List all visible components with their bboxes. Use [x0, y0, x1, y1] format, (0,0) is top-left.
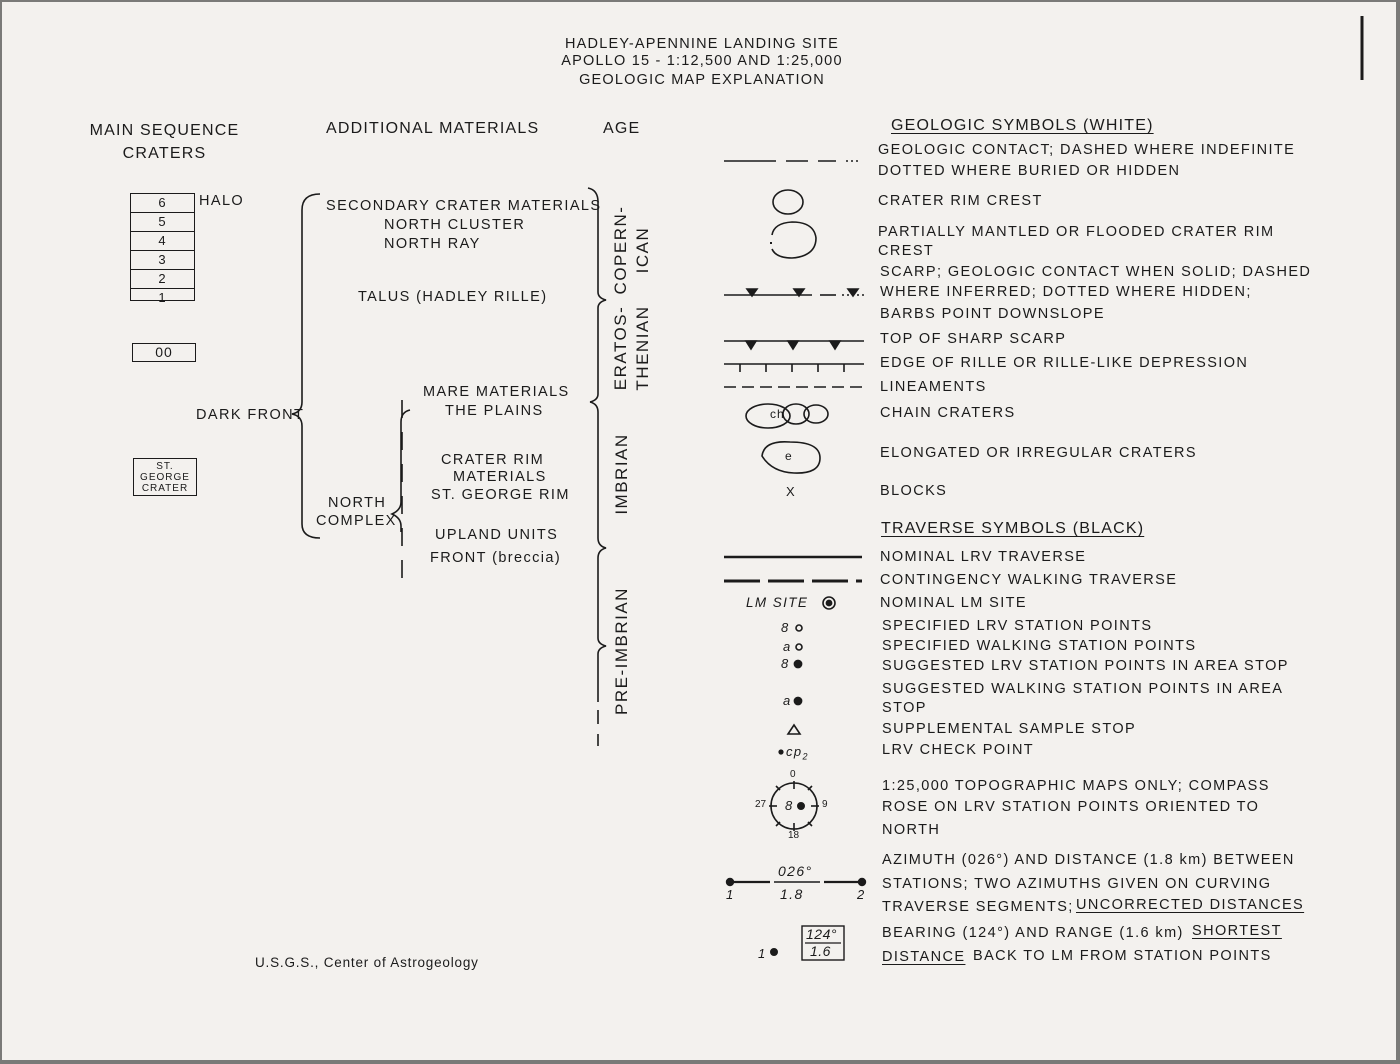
compass-bottom: 18: [788, 830, 800, 841]
azimuth-line-symbol: [727, 879, 866, 886]
crater-00-box: 00: [132, 343, 196, 362]
azimuth-line-2: STATIONS; TWO AZIMUTHS GIVEN ON CURVING: [882, 876, 1272, 892]
compass-right: 9: [822, 799, 828, 810]
dark-front-brace: [292, 194, 320, 538]
st-george-crater-box: [133, 458, 197, 496]
lrv-station-circle: [796, 625, 802, 631]
mare-materials: MARE MATERIALS: [423, 384, 570, 400]
compass-line-2: ROSE ON LRV STATION POINTS ORIENTED TO: [882, 799, 1260, 815]
eratosthenian-brace: [590, 308, 598, 402]
title-line-2: APOLLO 15 - 1:12,500 AND 1:25,000: [561, 53, 843, 69]
lrv-suggested-dot: [794, 660, 801, 667]
age-eratosthenian-line-2: THENIAN: [633, 305, 652, 391]
blocks-symbol: X: [786, 484, 796, 499]
sequence-cell-3: 3: [131, 251, 194, 270]
suggested-walking-line-2: STOP: [882, 700, 927, 716]
title-line-1: HADLEY-APENNINE LANDING SITE: [565, 36, 839, 52]
azimuth-line-1: AZIMUTH (026°) AND DISTANCE (1.8 km) BETWEEN: [882, 852, 1295, 868]
age-eratosthenian: [610, 288, 654, 408]
st-george-line-3: CRATER: [141, 483, 189, 494]
crater-rim-materials: MATERIALS: [453, 469, 547, 485]
north-cluster: NORTH CLUSTER: [384, 217, 526, 233]
lm-site-symbol: [823, 597, 835, 609]
scarp-line-3: BARBS POINT DOWNSLOPE: [880, 306, 1105, 322]
supplemental-sample-stop: SUPPLEMENTAL SAMPLE STOP: [882, 721, 1137, 737]
the-plains: THE PLAINS: [445, 403, 544, 419]
elongated-craters: ELONGATED OR IRREGULAR CRATERS: [880, 445, 1198, 461]
geologic-symbols-heading: GEOLOGIC SYMBOLS (WHITE): [891, 117, 1154, 134]
specified-lrv-points: SPECIFIED LRV STATION POINTS: [882, 618, 1153, 634]
checkpoint-text: cp: [786, 744, 803, 759]
lm-site-label: LM SITE: [746, 595, 809, 610]
bearing-line-2a: DISTANCE: [882, 949, 966, 965]
upland-units: UPLAND UNITS: [435, 527, 559, 543]
lrv-station-label: 8: [781, 620, 790, 635]
lrv-traverse: NOMINAL LRV TRAVERSE: [880, 549, 1087, 565]
sequence-cell-6: 6: [131, 194, 194, 213]
azimuth-distance: 1.8: [780, 886, 804, 902]
walking-traverse: CONTINGENCY WALKING TRAVERSE: [880, 572, 1178, 588]
chain-craters: CHAIN CRATERS: [880, 405, 1016, 421]
compass-left: 27: [755, 799, 767, 810]
lineaments: LINEAMENTS: [880, 379, 987, 395]
sequence-cell-4: 4: [131, 232, 194, 251]
st-george-line-1: ST.: [156, 461, 174, 472]
age-imbrian: IMBRIAN: [612, 433, 631, 515]
blocks: BLOCKS: [880, 483, 948, 499]
azimuth-line-3b: UNCORRECTED DISTANCES: [1076, 897, 1305, 913]
rille-edge-symbol: [724, 364, 864, 372]
compass-rose-symbol: [769, 781, 819, 831]
lrv-check-point: LRV CHECK POINT: [882, 742, 1035, 758]
compass-top: 0: [790, 769, 796, 780]
specified-walking-points: SPECIFIED WALKING STATION POINTS: [882, 638, 1197, 654]
mantled-line-2: CREST: [878, 243, 935, 259]
elongated-label: e: [785, 449, 793, 463]
secondary-crater-materials: SECONDARY CRATER MATERIALS: [326, 198, 602, 214]
traverse-symbols-heading: TRAVERSE SYMBOLS (BLACK): [881, 520, 1145, 537]
sharp-scarp-symbol: [724, 341, 864, 349]
crater-rim-crest: CRATER RIM CREST: [878, 193, 1043, 209]
bearing-line-1a: BEARING (124°) AND RANGE (1.6 km): [882, 925, 1184, 941]
age-copernican-line-2: ICAN: [633, 226, 652, 274]
bearing-range: 1.6: [810, 943, 831, 959]
azimuth-line-3a: TRAVERSE SEGMENTS;: [882, 899, 1074, 915]
azimuth-to: 2: [857, 887, 866, 902]
scarp-symbol: [724, 289, 864, 296]
crater-rim: CRATER RIM: [441, 452, 545, 468]
nominal-lm-site: NOMINAL LM SITE: [880, 595, 1027, 611]
crater-rim-crest-symbol: [773, 190, 803, 214]
walk-suggested-label: a: [783, 693, 792, 708]
north-label: NORTH: [328, 495, 387, 511]
checkpoint-dot: [779, 750, 783, 754]
walk-suggested-dot: [794, 697, 801, 704]
header-additional-materials: ADDITIONAL MATERIALS: [326, 120, 540, 137]
map-explanation-sheet: [2, 2, 1396, 1060]
scarp-line-1: SCARP; GEOLOGIC CONTACT WHEN SOLID; DASHED: [880, 264, 1312, 280]
header-craters: CRATERS: [122, 145, 207, 162]
dark-front: DARK FRONT: [196, 407, 305, 423]
compass-line-3: NORTH: [882, 822, 941, 838]
st-george-line-2: GEORGE: [140, 472, 190, 483]
title-line-3: GEOLOGIC MAP EXPLANATION: [579, 72, 825, 88]
compass-line-1: 1:25,000 TOPOGRAPHIC MAPS ONLY; COMPASS: [882, 778, 1270, 794]
walk-station-label: a: [783, 639, 792, 654]
usgs-credit: U.S.G.S., Center of Astrogeology: [255, 955, 479, 970]
age-pre-imbrian: PRE-IMBRIAN: [612, 587, 631, 715]
header-main-sequence: MAIN SEQUENCE: [89, 122, 240, 139]
header-age: AGE: [603, 120, 641, 137]
complex-label: COMPLEX: [316, 513, 397, 529]
age-eratosthenian-line-1: ERATOS-: [611, 305, 630, 391]
chain-craters-symbol: [746, 404, 828, 428]
sample-stop-triangle: [788, 725, 800, 734]
top-sharp-scarp: TOP OF SHARP SCARP: [880, 331, 1067, 347]
scarp-line-2: WHERE INFERRED; DOTTED WHERE HIDDEN;: [880, 284, 1252, 300]
azimuth-angle: 026°: [778, 863, 813, 879]
sequence-cell-2: 2: [131, 270, 194, 289]
bearing-line-2b: BACK TO LM FROM STATION POINTS: [973, 948, 1272, 964]
mantled-line-1: PARTIALLY MANTLED OR FLOODED CRATER RIM: [878, 224, 1275, 240]
north-ray: NORTH RAY: [384, 236, 481, 252]
crater-sequence-box: [130, 193, 195, 305]
chain-label: ch: [770, 407, 785, 421]
geo-contact-line-2: DOTTED WHERE BURIED OR HIDDEN: [878, 163, 1181, 179]
imbrian-brace: [590, 402, 606, 558]
pre-imbrian-brace: [598, 558, 606, 702]
age-copernican-line-1: COPERN-: [611, 205, 630, 295]
bearing-line-1b: SHORTEST: [1192, 923, 1282, 939]
walk-station-circle: [796, 644, 802, 650]
azimuth-from: 1: [726, 887, 735, 902]
sequence-cell-5: 5: [131, 213, 194, 232]
checkpoint-subscript: 2: [802, 751, 809, 762]
compass-center-station: 8: [785, 798, 794, 813]
rille-edge: EDGE OF RILLE OR RILLE-LIKE DEPRESSION: [880, 355, 1249, 371]
talus: TALUS (HADLEY RILLE): [358, 289, 548, 305]
mantled-crater-symbol: [772, 222, 816, 258]
suggested-lrv-points: SUGGESTED LRV STATION POINTS IN AREA STOP: [882, 658, 1289, 674]
front-breccia: FRONT (breccia): [430, 550, 562, 566]
lrv-suggested-label: 8: [781, 656, 790, 671]
checkpoint-label: [786, 744, 809, 762]
geo-contact-line-1: GEOLOGIC CONTACT; DASHED WHERE INDEFINITE: [878, 142, 1296, 158]
bearing-station: 1: [758, 946, 767, 961]
bearing-angle: 124°: [806, 926, 837, 942]
sequence-cell-1: 1: [158, 290, 167, 305]
halo-label: HALO: [199, 193, 245, 209]
suggested-walking-line-1: SUGGESTED WALKING STATION POINTS IN AREA: [882, 681, 1284, 697]
st-george-rim: ST. GEORGE RIM: [431, 487, 570, 503]
